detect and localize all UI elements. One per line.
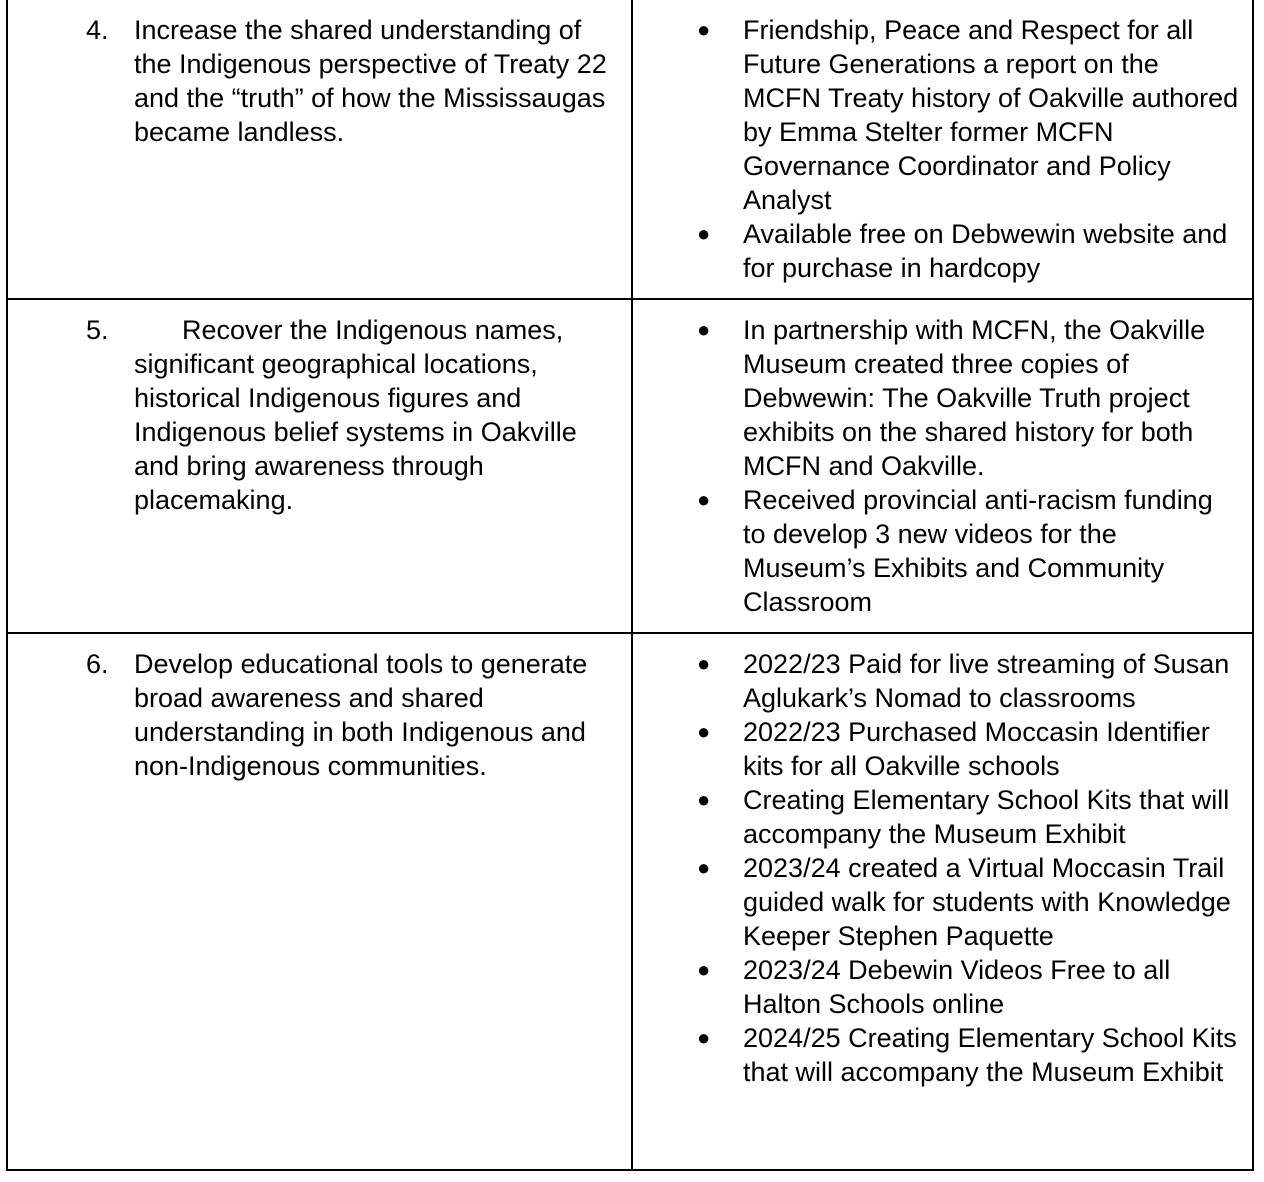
goal-text: Recover the Indigenous names, significant geographical locations, historical Indigenous figures and Indigenous belief systems in Oakville and bring awareness through placemaking. <box>134 315 577 515</box>
bullet-icon: ● <box>697 17 711 42</box>
action-text: Friendship, Peace and Respect for all Future Generations a report on the MCFN Treaty history of Oakville authored by Emma Stelter former MCFN Governance Coordinator and Policy Analyst <box>743 15 1239 215</box>
actions-list <box>633 0 1252 285</box>
list-item <box>697 1021 1240 1089</box>
bullet-icon: ● <box>697 855 711 880</box>
actions-list <box>633 634 1252 1089</box>
bullet-icon: ● <box>697 1025 711 1050</box>
goal-number: 5. <box>86 315 109 345</box>
action-text: 2022/23 Paid for live streaming of Susan Aglukark’s Nomad to classrooms <box>743 649 1230 713</box>
table-row-goal-5 <box>7 299 1253 633</box>
goal-number: 4. <box>86 15 109 45</box>
goal-text: Increase the shared understanding of the Indigenous perspective of Treaty 22 and the “truth” of how the Mississaugas became landless. <box>134 15 607 147</box>
actions-list <box>633 300 1252 619</box>
goal-cell <box>7 299 632 633</box>
list-item <box>697 313 1240 483</box>
list-item <box>697 715 1240 783</box>
bullet-icon: ● <box>697 221 711 246</box>
goal-item <box>8 300 631 517</box>
bullet-icon: ● <box>697 487 711 512</box>
table-row-goal-6 <box>7 633 1253 1170</box>
goal-item <box>8 634 631 783</box>
list-item <box>697 217 1240 285</box>
action-text: Received provincial anti-racism funding to develop 3 new videos for the Museum’s Exhibits and Community Classroom <box>743 485 1213 617</box>
action-text: 2023/24 Debewin Videos Free to all Halton Schools online <box>743 955 1171 1019</box>
goal-text-wrapper <box>134 313 611 517</box>
actions-cell <box>632 299 1253 633</box>
goal-cell <box>7 0 632 299</box>
list-item <box>697 851 1240 953</box>
action-text: 2022/23 Purchased Moccasin Identifier kits for all Oakville schools <box>743 717 1210 781</box>
bullet-icon: ● <box>697 719 711 744</box>
goal-item <box>8 0 631 149</box>
action-text: In partnership with MCFN, the Oakville Museum created three copies of Debwewin: The Oakville Truth project exhibits on the shared history for both MCFN and Oakville. <box>743 315 1206 481</box>
goal-text: Develop educational tools to generate broad awareness and shared understanding in both Indigenous and non-Indigenous communities. <box>134 649 588 781</box>
action-text: 2024/25 Creating Elementary School Kits that will accompany the Museum Exhibit <box>743 1023 1237 1087</box>
table-row-goal-4 <box>7 0 1253 299</box>
bullet-icon: ● <box>697 317 711 342</box>
goal-cell <box>7 633 632 1170</box>
list-item <box>697 13 1240 217</box>
bullet-icon: ● <box>697 787 711 812</box>
bullet-icon: ● <box>697 957 711 982</box>
action-text: Available free on Debwewin website and for purchase in hardcopy <box>743 219 1228 283</box>
action-text: Creating Elementary School Kits that will accompany the Museum Exhibit <box>743 785 1230 849</box>
actions-cell <box>632 0 1253 299</box>
bullet-icon: ● <box>697 651 711 676</box>
list-item <box>697 783 1240 851</box>
list-item <box>697 647 1240 715</box>
goal-number: 6. <box>86 649 109 679</box>
goals-actions-table <box>6 0 1254 1171</box>
actions-cell <box>632 633 1253 1170</box>
list-item <box>697 953 1240 1021</box>
list-item <box>697 483 1240 619</box>
action-text: 2023/24 created a Virtual Moccasin Trail guided walk for students with Knowledge Keeper Stephen Paquette <box>743 853 1231 951</box>
